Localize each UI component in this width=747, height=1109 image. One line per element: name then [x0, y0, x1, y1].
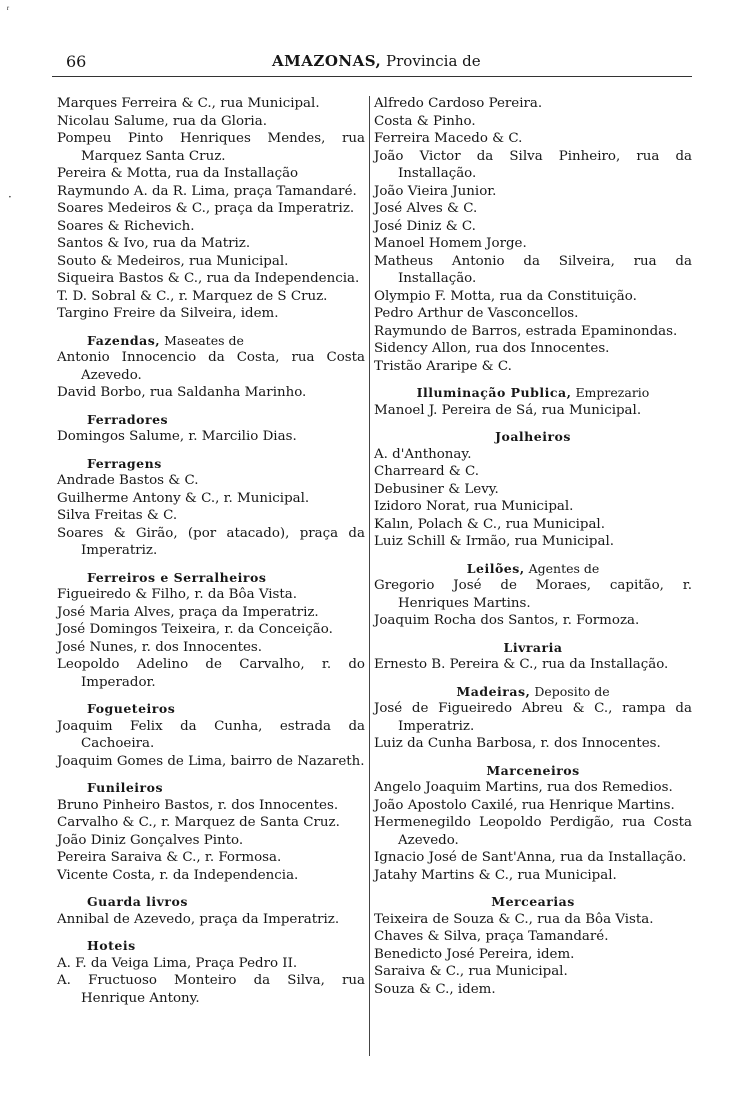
directory-entry: Debusiner & Levy.: [374, 481, 499, 497]
directory-entry: Bruno Pinheiro Bastos, r. dos Innocentes.: [57, 797, 339, 813]
directory-entry: Hermenegildo Leopoldo Perdigão, rua Costa Azevedo.: [374, 815, 692, 848]
directory-entry: A. d'Anthonay.: [374, 446, 472, 462]
directory-entry: Andrade Bastos & C.: [57, 473, 199, 488]
section-heading: [57, 332, 365, 350]
directory-entry: José Alves & C.: [374, 201, 478, 216]
margin-mark: ·: [8, 190, 12, 204]
directory-entry: A. Fructuoso Monteiro da Silva, rua Henrique Antony.: [57, 973, 365, 1006]
section-title: Leilões,: [466, 560, 525, 576]
directory-entry: Souza & C., idem.: [374, 981, 496, 997]
directory-entry: Kalın, Polach & C., rua Municipal.: [374, 516, 605, 532]
directory-entry: Joaquim Rocha dos Santos, r. Formoza.: [374, 613, 640, 628]
directory-entry: Costa & Pinho.: [374, 113, 476, 129]
directory-entry: José Maria Alves, praça da Imperatriz.: [57, 604, 319, 620]
section-heading: [374, 683, 692, 701]
directory-entry: Soares Medeiros & C., praça da Imperatriz.: [57, 201, 355, 216]
directory-entry: Alfredo Cardoso Pereira.: [374, 96, 543, 111]
directory-entry: Guilherme Antony & C., r. Municipal.: [57, 490, 310, 506]
title-province: AMAZONAS,: [272, 52, 382, 70]
title-subtitle: Provincia de: [386, 52, 481, 70]
directory-entry: Leopoldo Adelino de Carvalho, r. do Imperador.: [57, 657, 365, 690]
directory-entry: Santos & Ivo, rua da Matriz.: [57, 236, 251, 251]
directory-entry: Raymundo A. da R. Lima, praça Tamandaré.: [57, 183, 357, 199]
directory-entry: Sidency Allon, rua dos Innocentes.: [374, 341, 610, 356]
directory-entry: Vicente Costa, r. da Independencia.: [57, 867, 299, 883]
section-heading: [57, 411, 365, 429]
section-heading: [374, 560, 692, 578]
section-heading: [57, 937, 365, 955]
section-title: Hoteis: [87, 938, 136, 953]
section-title: Ferradores: [87, 411, 169, 427]
section-title: Ferragens: [87, 455, 162, 471]
section-title: Fazendas,: [87, 332, 161, 348]
directory-entry: Soares & Richevich.: [57, 218, 195, 234]
directory-entry: Pereira & Motta, rua da Installação: [57, 166, 299, 181]
directory-entry: Antonio Innocencio da Costa, rua Costa Azevedo.: [57, 350, 365, 383]
section-title: Madeiras,: [456, 683, 531, 699]
directory-entry: Ignacio José de Sant'Anna, rua da Installação.: [374, 850, 687, 865]
page-header: [0, 52, 747, 76]
directory-entry: Targino Freire da Silveira, idem.: [57, 306, 279, 321]
directory-entry: Saraiva & C., rua Municipal.: [374, 964, 568, 979]
section-subtitle: Maseates de: [164, 332, 244, 348]
section-subtitle: Emprezario: [575, 385, 650, 400]
directory-entry: Carvalho & C., r. Marquez de Santa Cruz.: [57, 815, 340, 830]
section-heading: [57, 455, 365, 473]
section-title: Marceneiros: [486, 762, 580, 778]
section-subtitle: Deposito de: [534, 683, 610, 699]
section-heading: [57, 893, 365, 911]
section-heading: [57, 700, 365, 718]
section-heading: [374, 762, 692, 780]
section-title: Ferreiros e Serralheiros: [87, 569, 267, 585]
directory-entry: Annibal de Azevedo, praça da Imperatriz.: [57, 911, 340, 927]
section-heading: [57, 779, 365, 797]
left-column: [57, 95, 365, 1007]
directory-entry: Jatahy Martins & C., rua Municipal.: [374, 867, 617, 883]
directory-entry: Gregorio José de Moraes, capitão, r. Henriques Martins.: [374, 578, 692, 611]
directory-entry: Angelo Joaquim Martins, rua dos Remedios.: [374, 780, 673, 795]
section-subtitle: Agentes de: [528, 560, 600, 576]
section-heading: [374, 428, 692, 446]
page-title: [272, 52, 481, 70]
directory-entry: Charreard & C.: [374, 464, 479, 479]
directory-entry: T. D. Sobral & C., r. Marquez de S Cruz.: [57, 288, 328, 304]
directory-entry: Nicolau Salume, rua da Gloria.: [57, 113, 267, 129]
directory-entry: David Borbo, rua Saldanha Marinho.: [57, 385, 307, 400]
directory-entry: João Diniz Gonçalves Pinto.: [57, 832, 244, 848]
section-title: Funileiros: [87, 780, 163, 795]
directory-entry: Ferreira Macedo & C.: [374, 131, 523, 146]
section-title: Guarda livros: [87, 894, 188, 909]
directory-entry: Ernesto B. Pereira & C., rua da Installação.: [374, 657, 669, 672]
page-number: 66: [66, 52, 87, 71]
directory-entry: Siqueira Bastos & C., rua da Independencia.: [57, 271, 360, 286]
section-title: Joalheiros: [495, 429, 571, 444]
directory-entry: Chaves & Silva, praça Tamandaré.: [374, 929, 609, 944]
directory-entry: Izidoro Norat, rua Municipal.: [374, 499, 574, 514]
directory-entry: Benedicto José Pereira, idem.: [374, 946, 575, 962]
directory-entry: José Domingos Teixeira, r. da Conceição.: [57, 622, 333, 637]
column-divider: [369, 96, 370, 1056]
directory-entry: Domingos Salume, r. Marcilio Dias.: [57, 429, 297, 444]
directory-entry: Joaquim Felix da Cunha, estrada da Cachoeira.: [57, 718, 365, 751]
directory-entry: João Victor da Silva Pinheiro, rua da Installação.: [374, 148, 692, 181]
directory-entry: Pedro Arthur de Vasconcellos.: [374, 306, 579, 321]
right-column: [374, 95, 692, 998]
section-title: Livraria: [503, 639, 563, 655]
directory-entry: Marques Ferreira & C., rua Municipal.: [57, 96, 320, 111]
directory-entry: Soares & Girão, (por atacado), praça da Imperatriz.: [57, 525, 365, 558]
directory-entry: Luiz Schill & Irmão, rua Municipal.: [374, 534, 615, 549]
section-title: Illuminação Publica,: [416, 385, 572, 400]
section-title: Fogueteiros: [87, 701, 176, 716]
directory-entry: Tristão Araripe & C.: [374, 358, 512, 374]
header-rule: [52, 76, 692, 77]
directory-entry: Olympio F. Motta, rua da Constituição.: [374, 288, 637, 304]
directory-entry: Souto & Medeiros, rua Municipal.: [57, 253, 289, 269]
section-heading: [374, 893, 692, 911]
directory-entry: Luiz da Cunha Barbosa, r. dos Innocentes.: [374, 736, 661, 751]
section-heading: [57, 569, 365, 587]
section-title: Mercearias: [491, 894, 575, 909]
directory-entry: Joaquim Gomes de Lima, bairro de Nazareth.: [57, 753, 365, 769]
directory-entry: Manoel J. Pereira de Sá, rua Municipal.: [374, 402, 642, 418]
directory-entry: Pompeu Pinto Henriques Mendes, rua Marquez Santa Cruz.: [57, 131, 365, 164]
section-heading: [374, 384, 692, 402]
section-heading: [374, 639, 692, 657]
directory-entry: Pereira Saraiva & C., r. Formosa.: [57, 850, 282, 865]
directory-entry: José de Figueiredo Abreu & C., rampa da Imperatriz.: [374, 701, 692, 734]
directory-entry: Raymundo de Barros, estrada Epaminondas.: [374, 323, 678, 339]
directory-entry: Teixeira de Souza & C., rua da Bôa Vista.: [374, 911, 654, 927]
directory-entry: José Nunes, r. dos Innocentes.: [57, 639, 263, 655]
directory-entry: João Apostolo Caxilé, rua Henrique Martins.: [374, 797, 675, 813]
directory-entry: Manoel Homem Jorge.: [374, 236, 527, 251]
directory-entry: Matheus Antonio da Silveira, rua da Installação.: [374, 253, 692, 286]
directory-entry: Figueiredo & Filho, r. da Bôa Vista.: [57, 587, 298, 602]
directory-entry: José Diniz & C.: [374, 218, 476, 234]
directory-entry: Silva Freitas & C.: [57, 508, 178, 523]
directory-entry: João Vieira Junior.: [374, 183, 497, 199]
directory-entry: A. F. da Veiga Lima, Praça Pedro II.: [57, 955, 298, 971]
